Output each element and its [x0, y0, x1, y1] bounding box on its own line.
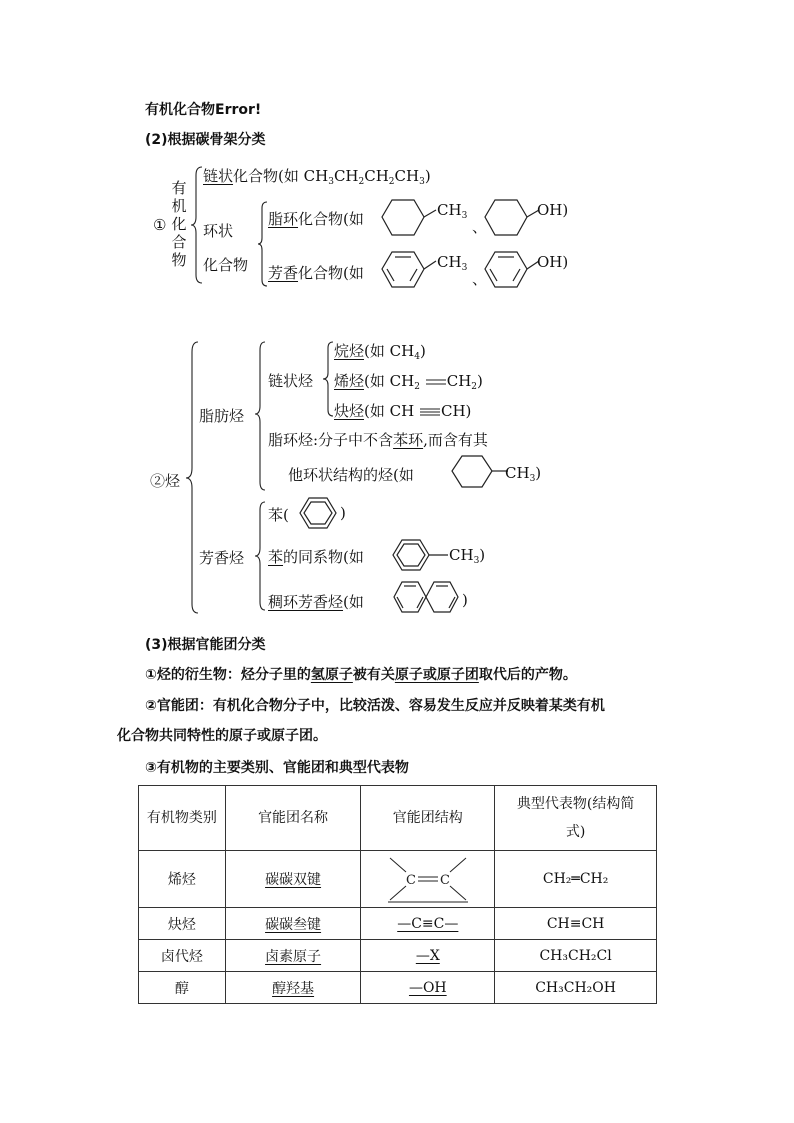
functional-group-definition-line2: 化合物共同特性的原子或原子团。	[117, 728, 327, 744]
brace-hydrocarbon	[185, 340, 201, 615]
double-bond-icon	[425, 377, 447, 387]
benzene-icon	[299, 496, 339, 530]
alicyclic-hydrocarbon-line1: 脂环烃:分子中不含苯环,而含有其	[268, 431, 488, 449]
heading-carbon-skeleton: (2)根据碳骨架分类	[145, 132, 266, 148]
triple-bond-icon	[419, 407, 441, 417]
hydroxyl-label: OH)	[537, 253, 569, 271]
separator: 、	[472, 270, 488, 288]
toluene-icon	[392, 538, 450, 574]
table-header-row	[139, 786, 657, 851]
table-header-cell: 官能团名称	[225, 786, 361, 851]
table-cell-representative: CH₃CH₂Cl	[495, 940, 657, 972]
separator: 、	[472, 218, 488, 236]
root-char: 有	[171, 179, 187, 197]
methylcyclohexane-icon	[386, 197, 436, 239]
table-cell-category: 炔烃	[139, 908, 226, 940]
table-row	[139, 908, 657, 940]
aliphatic-label: 脂肪烃	[199, 407, 245, 425]
root-char: 合	[171, 233, 187, 251]
alkyne-line: 炔烃(如 CH CH)	[334, 402, 472, 420]
alkene-group-icon	[386, 854, 470, 904]
root-char: 机	[171, 197, 187, 215]
brace-aromatic	[254, 500, 268, 612]
hydrocarbon-label: ②烃	[150, 472, 181, 490]
table-cell-representative: CH₃CH₂OH	[495, 972, 657, 1004]
table-cell-structure: —C≡C—	[361, 908, 495, 940]
table-cell-representative: CH≡CH	[495, 908, 657, 940]
table-cell-category: 烯烃	[139, 851, 226, 908]
functional-group-definition-line1: ②官能团：有机化合物分子中，比较活泼、容易发生反应并反映着某类有机	[145, 698, 605, 714]
table-header-cell: 有机物类别	[139, 786, 226, 851]
table-cell-structure	[361, 851, 495, 908]
table-cell-structure: —X	[361, 940, 495, 972]
organic-classes-table	[138, 785, 657, 1004]
chain-hydrocarbon-label: 链状烃	[268, 372, 314, 390]
alicyclic-compound-text: 脂环化合物(如	[268, 210, 364, 228]
methyl-label: $CH_3$	[437, 201, 468, 221]
table-row	[139, 851, 657, 908]
alkane-line: 烷烃(如 $CH_4$)	[334, 342, 426, 362]
table-row	[139, 972, 657, 1004]
hydroxyl-label: OH)	[537, 201, 569, 219]
benzene-line: 苯(	[268, 506, 289, 524]
heading-functional-group: (3)根据官能团分类	[145, 637, 266, 653]
methyl-label: $CH_3$)	[505, 464, 542, 484]
ring-compound-label-2: 化合物	[203, 256, 249, 274]
toluene-icon	[386, 249, 436, 291]
methyl-label: $CH_3$)	[449, 546, 486, 566]
table-header-cell: 官能团结构	[361, 786, 495, 851]
table-row	[139, 940, 657, 972]
methylcyclohexane-icon	[452, 454, 508, 490]
derivative-definition: ①烃的衍生物：烃分子里的氢原子被有关原子或原子团取代后的产物。	[145, 667, 577, 683]
ring-compound-label-1: 环状	[203, 222, 234, 240]
svg-text:C: C	[405, 873, 416, 888]
table-cell-structure: —OH	[361, 972, 495, 1004]
section1-marker: ①	[153, 216, 167, 234]
table-cell-category: 卤代烃	[139, 940, 226, 972]
alicyclic-hydrocarbon-line2: 他环状结构的烃(如	[288, 466, 414, 484]
close-paren: )	[340, 504, 346, 522]
heading-organic-compounds: 有机化合物Error!	[145, 102, 262, 118]
brace-aliphatic	[254, 340, 268, 492]
table-cell-category: 醇	[139, 972, 226, 1004]
table-cell-representative: CH₂═CH₂	[495, 851, 657, 908]
alkene-line: 烯烃(如 $CH_2$ $CH_2$)	[334, 372, 483, 392]
table-header-cell: 典型代表物(结构简式)	[495, 786, 657, 851]
chain-compound-line: 链状化合物(如 $CH_3CH_2CH_2CH_3$)	[203, 167, 431, 187]
cyclohexanol-icon	[489, 197, 539, 239]
table-cell-name: 卤素原子	[225, 940, 361, 972]
root-char: 物	[171, 251, 187, 269]
section1-root-label	[170, 179, 188, 269]
root-char: 化	[171, 215, 187, 233]
table-caption: ③有机物的主要类别、官能团和典型代表物	[145, 760, 409, 776]
svg-text:C: C	[439, 873, 450, 888]
table-cell-name: 碳碳叁键	[225, 908, 361, 940]
naphthalene-icon	[392, 580, 462, 616]
fused-ring-line: 稠环芳香烃(如	[268, 593, 364, 611]
methyl-label: $CH_3$	[437, 253, 468, 273]
table-cell-name: 醇羟基	[225, 972, 361, 1004]
aromatic-compound-text: 芳香化合物(如	[268, 264, 364, 282]
close-paren: )	[462, 591, 468, 609]
phenol-icon	[489, 249, 539, 291]
aromatic-hydrocarbon-label: 芳香烃	[199, 549, 245, 567]
table-cell-name: 碳碳双键	[225, 851, 361, 908]
benzene-homolog-line: 苯的同系物(如	[268, 548, 364, 566]
